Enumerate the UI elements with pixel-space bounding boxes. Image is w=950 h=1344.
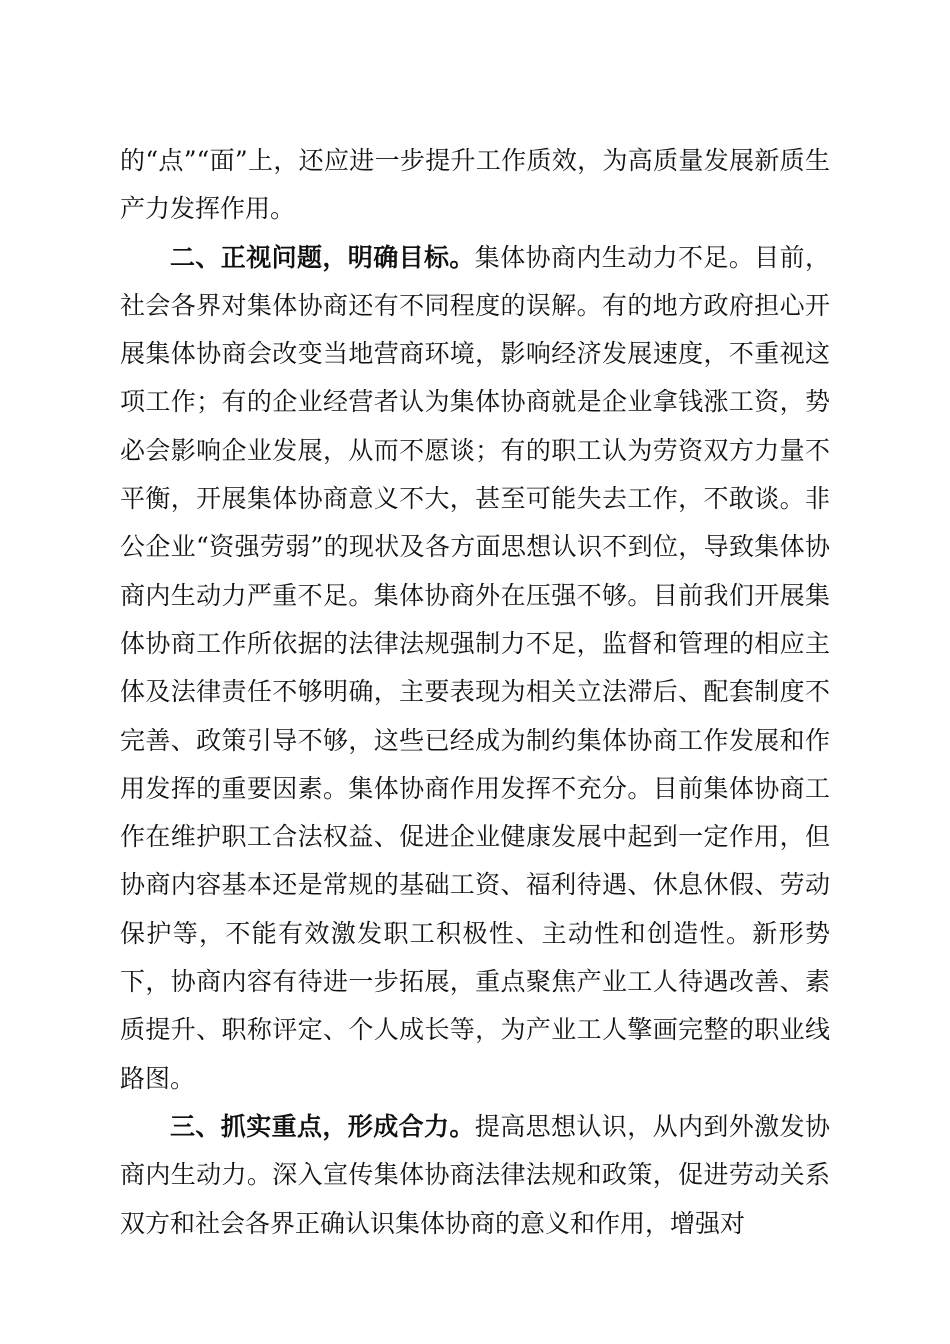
document-page bbox=[120, 137, 830, 1248]
paragraph-text: 提高思想认识，从内到外激发协商内生动力。深入宣传集体协商法律法规和政策，促进劳动关系双方和社会各界正确认识集体协商的意义和作用，增强对 bbox=[120, 1111, 830, 1238]
paragraph-section-2 bbox=[120, 234, 830, 1103]
section-heading: 三、抓实重点，形成合力。 bbox=[170, 1111, 475, 1141]
paragraph-section-3 bbox=[120, 1103, 830, 1248]
paragraph-text: 的“点”“面”上，还应进一步提升工作质效，为高质量发展新质生产力发挥作用。 bbox=[120, 146, 830, 224]
section-heading: 二、正视问题，明确目标。 bbox=[170, 242, 475, 272]
paragraph-text: 集体协商内生动力不足。目前，社会各界对集体协商还有不同程度的误解。有的地方政府担心开展集体协商会改变当地营商环境，影响经济发展速度，不重视这项工作；有的企业经营者认为集体协商就是企业拿钱涨工资，势必会影响企业发展，从而不愿谈；有的职工认为劳资双方力量不平衡，开展集体协商意义不大，甚至可能失去工作，不敢谈。非公企业“资强劳弱”的现状及各方面思想认识不到位，导致集体协商内生动力严重不足。集体协商外在压强不够。目前我们开展集体协商工作所依据的法律法规强制力不足，监督和管理的相应主体及法律责任不够明确，主要表现为相关立法滞后、配套制度不完善、政策引导不够，这些已经成为制约集体协商工作发展和作用发挥的重要因素。集体协商作用发挥不充分。目前集体协商工作在维护职工合法权益、促进企业健康发展中起到一定作用，但协商内容基本还是常规的基础工资、福利待遇、休息休假、劳动保护等，不能有效激发职工积极性、主动性和创造性。新形势下，协商内容有待进一步拓展，重点聚焦产业工人待遇改善、素质提升、职称评定、个人成长等，为产业工人擎画完整的职业线路图。 bbox=[120, 242, 830, 1093]
paragraph-continuation bbox=[120, 137, 830, 234]
